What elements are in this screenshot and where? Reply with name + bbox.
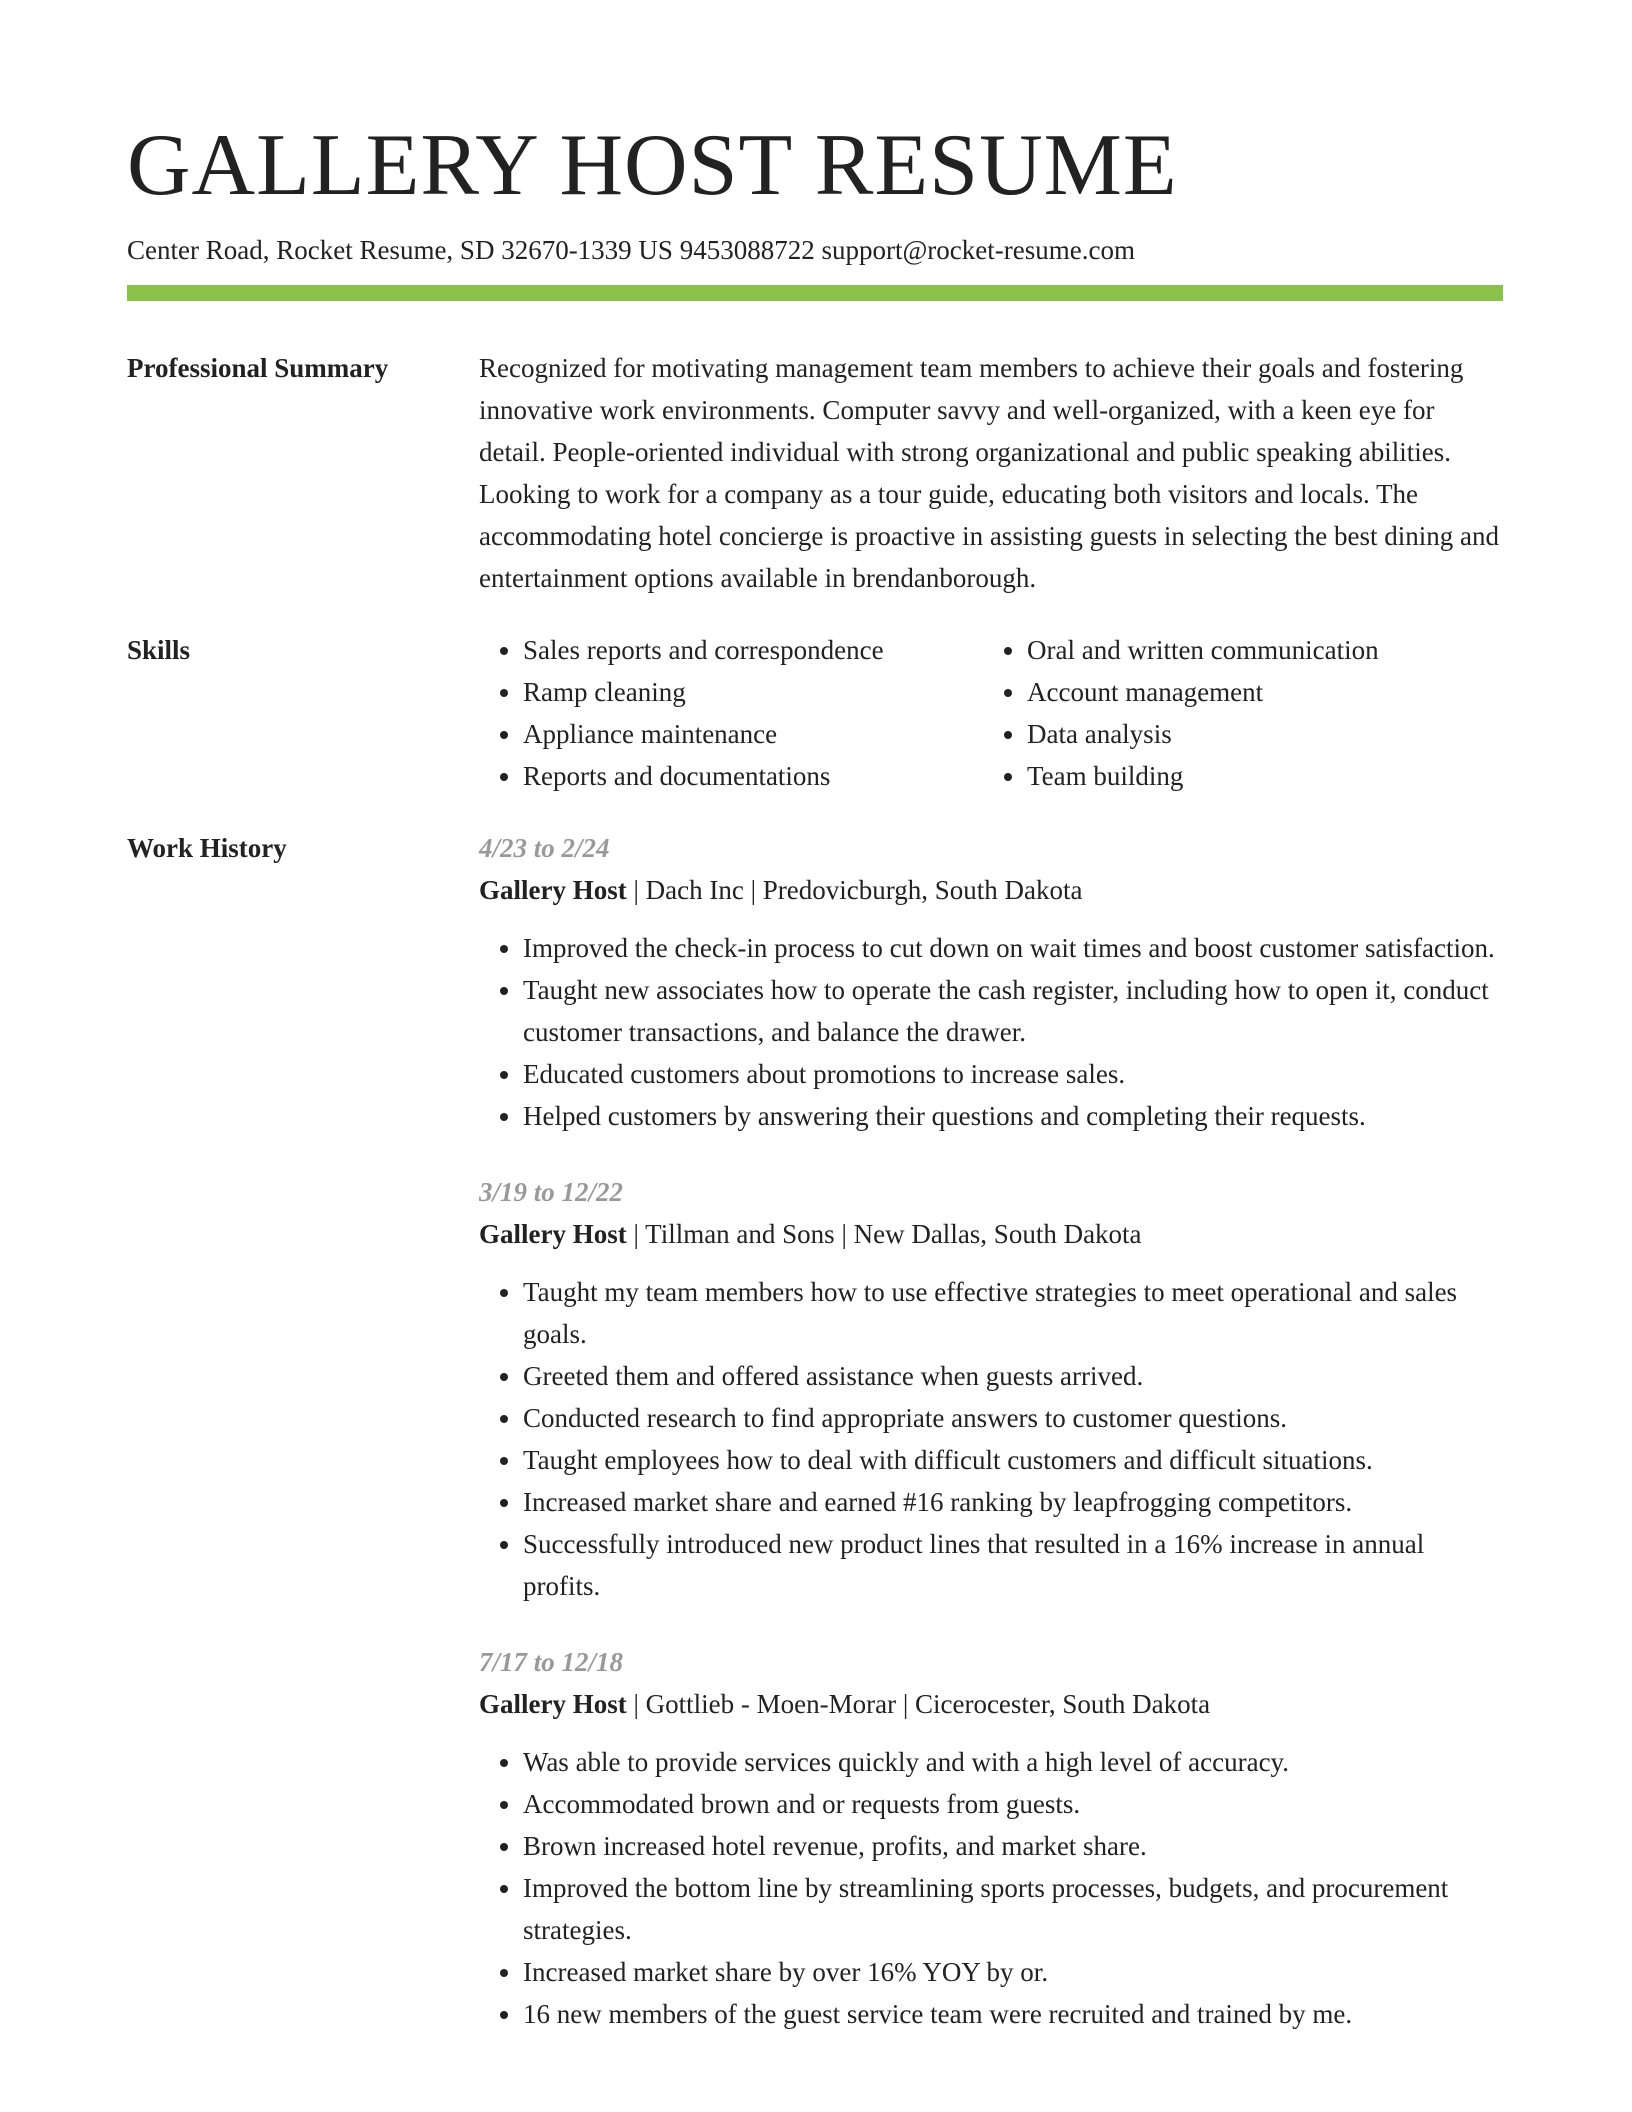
job-bullet: • Taught employees how to deal with difficult customers and difficult situations. bbox=[523, 1439, 1501, 1481]
skills-body bbox=[479, 629, 1501, 797]
job-bullet: • Taught my team members how to use effective strategies to meet operational and sales goals. bbox=[523, 1271, 1501, 1355]
job-heading bbox=[479, 1683, 1501, 1725]
job-bullet: • Helped customers by answering their questions and completing their requests. bbox=[523, 1095, 1501, 1137]
job-company-line: | Dach Inc | Predovicburgh, South Dakota bbox=[626, 875, 1083, 905]
skill-item: • Team building bbox=[1027, 755, 1487, 797]
job-dates: 7/17 to 12/18 bbox=[479, 1647, 624, 1677]
job-title: Gallery Host bbox=[479, 1689, 627, 1719]
job-heading bbox=[479, 869, 1501, 911]
summary-body bbox=[479, 347, 1501, 599]
skill-item: • Data analysis bbox=[1027, 713, 1487, 755]
job-company-line: | Gottlieb - Moen-Morar | Cicerocester, South Dakota bbox=[626, 1689, 1211, 1719]
skills-list-left bbox=[479, 629, 983, 797]
job-entry bbox=[479, 1641, 1501, 2035]
job-bullet: • 16 new members of the guest service team were recruited and trained by me. bbox=[523, 1993, 1501, 2035]
job-company-line: | Tillman and Sons | New Dallas, South Dakota bbox=[626, 1219, 1142, 1249]
job-bullets bbox=[479, 927, 1501, 1137]
job-bullet: • Brown increased hotel revenue, profits, and market share. bbox=[523, 1825, 1501, 1867]
work-history-label: Work History bbox=[127, 833, 287, 863]
skill-item: • Sales reports and correspondence bbox=[523, 629, 983, 671]
job-bullet: • Increased market share and earned #16 ranking by leapfrogging competitors. bbox=[523, 1481, 1501, 1523]
job-bullet: • Accommodated brown and or requests from guests. bbox=[523, 1783, 1501, 1825]
job-entry bbox=[479, 1171, 1501, 1607]
job-entry bbox=[479, 827, 1501, 1137]
job-bullet: • Improved the check-in process to cut down on wait times and boost customer satisfaction. bbox=[523, 927, 1501, 969]
skill-item: • Appliance maintenance bbox=[523, 713, 983, 755]
skills-label: Skills bbox=[127, 635, 191, 665]
job-bullets bbox=[479, 1741, 1501, 2035]
skill-item: • Account management bbox=[1027, 671, 1487, 713]
job-title: Gallery Host bbox=[479, 875, 627, 905]
skill-item: • Oral and written communication bbox=[1027, 629, 1487, 671]
work-history-body bbox=[479, 827, 1501, 2069]
job-bullet: • Educated customers about promotions to increase sales. bbox=[523, 1053, 1501, 1095]
job-bullet: • Successfully introduced new product lines that resulted in a 16% increase in annual profits. bbox=[523, 1523, 1501, 1607]
summary-text: Recognized for motivating management team members to achieve their goals and fostering innovative work environments. Computer savvy and well-organized, with a keen eye for detail. People-oriented individual with strong organizational and public speaking abilities. Looking to work for a company as a tour guide, educating both visitors and locals. The accommodating hotel concierge is proactive in assisting guests in selecting the best dining and entertainment options available in brendanborough. bbox=[479, 353, 1500, 593]
skills-list-right bbox=[983, 629, 1487, 797]
job-title: Gallery Host bbox=[479, 1219, 627, 1249]
job-bullet: • Improved the bottom line by streamlining sports processes, budgets, and procurement strategies. bbox=[523, 1867, 1501, 1951]
job-bullet: • Greeted them and offered assistance when guests arrived. bbox=[523, 1355, 1501, 1397]
resume-title: GALLERY HOST RESUME bbox=[127, 117, 1178, 214]
skill-item: • Ramp cleaning bbox=[523, 671, 983, 713]
skill-item: • Reports and documentations bbox=[523, 755, 983, 797]
summary-label: Professional Summary bbox=[127, 353, 389, 383]
job-dates: 4/23 to 2/24 bbox=[479, 833, 610, 863]
contact-line: Center Road, Rocket Resume, SD 32670-1339 US 9453088722 support@rocket-resume.com bbox=[127, 235, 1135, 265]
job-bullets bbox=[479, 1271, 1501, 1607]
skills-columns bbox=[479, 629, 1501, 797]
header-divider bbox=[127, 285, 1503, 301]
job-bullet: • Was able to provide services quickly and with a high level of accuracy. bbox=[523, 1741, 1501, 1783]
job-bullet: • Increased market share by over 16% YOY by or. bbox=[523, 1951, 1501, 1993]
job-dates: 3/19 to 12/22 bbox=[479, 1177, 624, 1207]
job-heading bbox=[479, 1213, 1501, 1255]
job-bullet: • Taught new associates how to operate the cash register, including how to open it, conduct customer transactions, and balance the drawer. bbox=[523, 969, 1501, 1053]
job-bullet: • Conducted research to find appropriate answers to customer questions. bbox=[523, 1397, 1501, 1439]
